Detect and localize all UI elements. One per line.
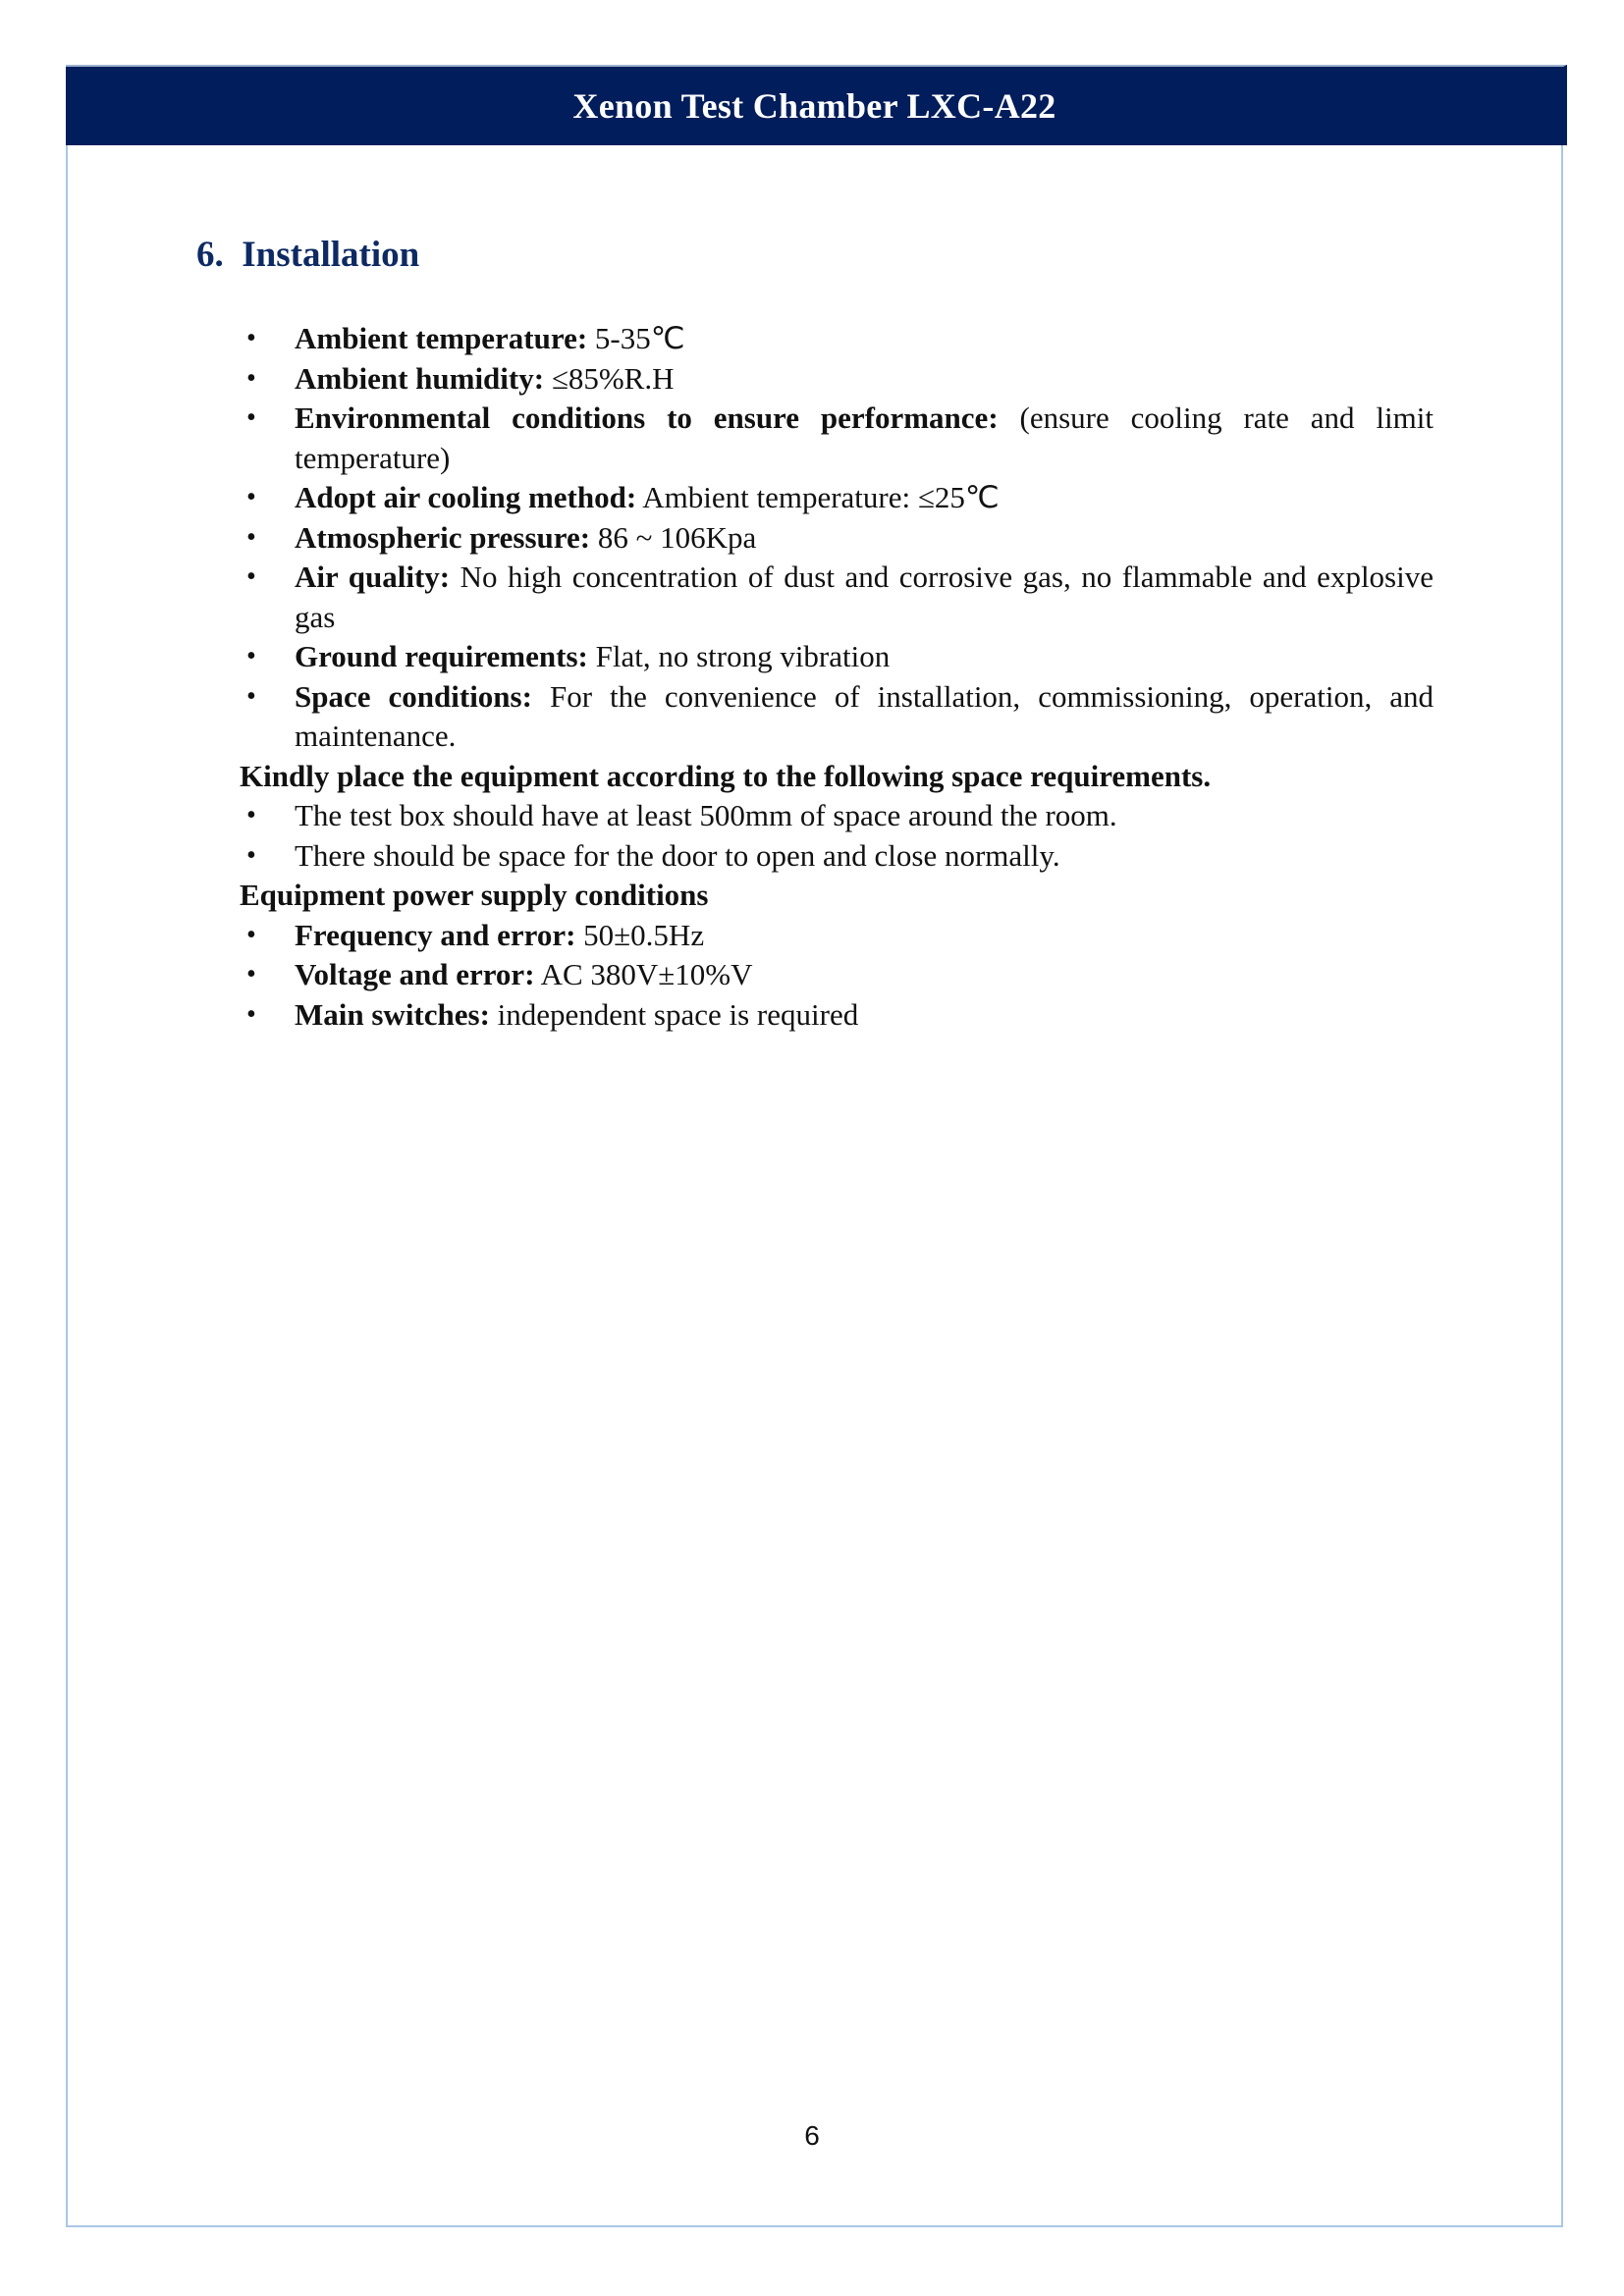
document-title: Xenon Test Chamber LXC-A22 — [572, 86, 1056, 126]
bullet-icon: • — [246, 919, 256, 950]
bullet-icon: • — [246, 680, 256, 712]
item-value: Flat, no strong vibration — [587, 639, 891, 673]
bullet-icon: • — [246, 362, 256, 394]
bullet-icon: • — [246, 641, 256, 671]
bullet-icon: • — [246, 323, 256, 353]
page-number: 6 — [804, 2120, 820, 2151]
item-value: 50±0.5Hz — [575, 917, 705, 952]
list-item-environmental-conditions — [236, 399, 1434, 478]
item-label: Frequency and error: — [295, 917, 576, 952]
list-item-main-switches — [236, 995, 1434, 1036]
item-value: No high concentration of dust and corrosive gas, no flammable and explosive gas — [295, 560, 1434, 634]
item-label: Ambient humidity: — [295, 360, 545, 396]
bullet-icon: • — [246, 561, 256, 592]
bullet-icon: • — [246, 402, 256, 433]
document-header — [66, 65, 1567, 145]
section-heading — [196, 234, 419, 276]
item-label: Ground requirements: — [295, 639, 588, 673]
bullet-icon: • — [246, 482, 256, 512]
list-item-ambient-temperature — [236, 319, 1434, 359]
list-item-space-requirement — [236, 796, 1434, 836]
item-value: (ensure cooling rate and limit temperature) — [295, 400, 1434, 475]
power-supply-heading: Equipment power supply conditions — [240, 878, 709, 912]
item-text: The test box should have at least 500mm of space around the room. — [295, 798, 1117, 832]
bullet-icon: • — [246, 998, 256, 1030]
item-value: ≤85%R.H — [544, 360, 675, 396]
list-item-air-quality — [236, 558, 1434, 637]
bullet-icon: • — [246, 959, 256, 989]
item-value: For the convenience of installation, commissioning, operation, and maintenance. — [295, 678, 1434, 753]
bullet-icon: • — [246, 800, 256, 830]
item-label: Space conditions: — [295, 678, 532, 714]
item-label: Atmospheric pressure: — [295, 519, 591, 555]
item-text: There should be space for the door to open and close normally. — [295, 837, 1060, 873]
space-requirements-heading: Kindly place the equipment according to the following space requirements. — [240, 758, 1212, 793]
item-value: Ambient temperature: ≤25℃ — [636, 480, 1000, 514]
list-item-space-requirement — [236, 836, 1434, 877]
list-item-voltage — [236, 955, 1434, 995]
item-value: AC 380V±10%V — [534, 957, 753, 991]
item-label: Ambient temperature: — [295, 321, 588, 355]
section-number: 6. — [196, 235, 224, 275]
item-label: Voltage and error: — [295, 957, 535, 991]
bullet-icon: • — [246, 839, 256, 871]
installation-content — [236, 319, 1434, 1035]
item-label: Adopt air cooling method: — [295, 480, 637, 514]
bullet-icon: • — [246, 521, 256, 553]
item-value: 86 ~ 106Kpa — [590, 519, 757, 555]
list-item-atmospheric-pressure — [236, 518, 1434, 559]
item-label: Environmental conditions to ensure performance: — [295, 400, 999, 435]
list-item-ambient-humidity — [236, 359, 1434, 400]
list-item-air-cooling-method — [236, 478, 1434, 518]
section-title: Installation — [242, 235, 420, 275]
list-item-ground-requirements — [236, 637, 1434, 677]
item-label: Air quality: — [295, 560, 451, 594]
item-value: independent space is required — [489, 996, 859, 1032]
list-item-frequency — [236, 916, 1434, 956]
list-item-space-conditions — [236, 677, 1434, 757]
item-value: 5-35℃ — [587, 321, 685, 355]
item-label: Main switches: — [295, 996, 490, 1032]
